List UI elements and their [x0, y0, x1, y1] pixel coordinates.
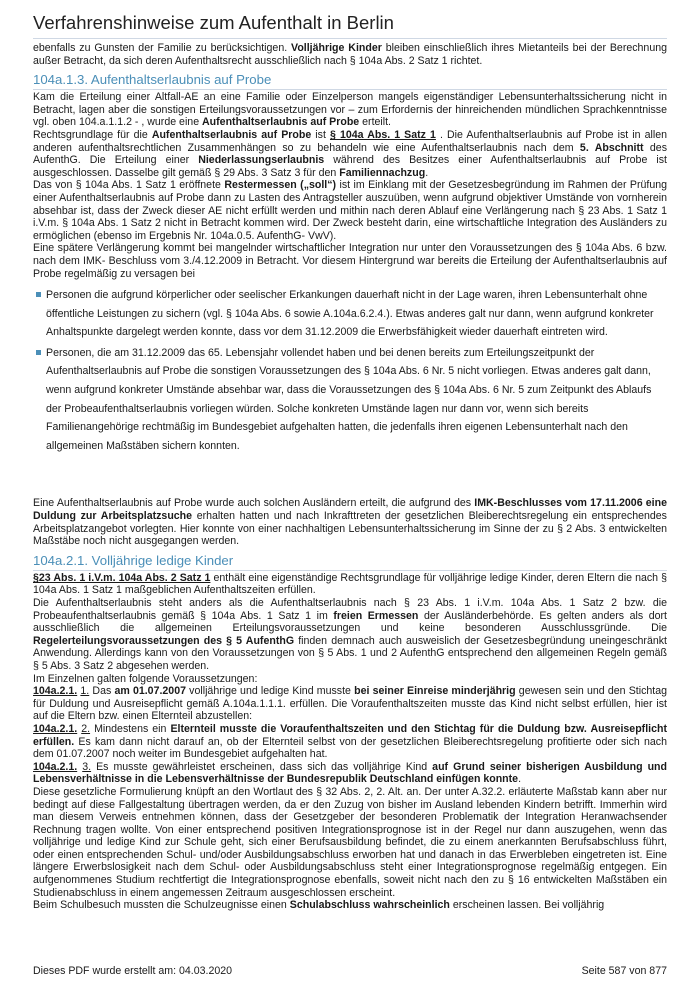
paragraph: Im Einzelnen galten folgende Voraussetzungen: [33, 672, 258, 685]
list-item: Personen, die am 31.12.2009 das 65. Lebensjahr vollendet haben und bei denen bereits zum Erteilungszeitpunkt der Aufenthaltserlaubnis auf Probe die sonstigen Voraussetzungen des § 104a Abs. 6 Nr. 5 nicht vorliegen. Etwas anderes galt dann, wenn aufgrund konkreter Umstände absehbar war, dass die Voraussetzungen des § 104a Abs. 6 Nr. 5 zum Zeitpunkt des Ablaufs der Probeaufenthaltserlaubnis vorliegen würden. Solche konkreten Umstände lagen nur dann vor, wenn sich bereits Familienangehörige rechtmäßig im Bundesgebiet aufgehalten hatten, die jedenfalls ihren eigenen Lebensunterhalt nach den allgemeinen Maßstäben sichern konnten. [33, 344, 667, 456]
condition-ref-link[interactable]: 104a.2.1. [33, 722, 78, 735]
paragraph: Kam die Erteilung einer Altfall-AE an eine Familie oder Einzelperson mangels eigenständiger Lebensunterhaltssicherung nicht in Betracht, lagen aber die sonstigen Erteilungsvoraussetzungen vor – zum Erfordernis der hinreichenden mündlichen Sprachkenntnisse vgl. oben 104.a.1.1.2 - , wurde eine Aufenthaltserlaubnis auf Probe erteilt. [33, 91, 667, 129]
bullet-list [33, 286, 667, 455]
condition-ref-link[interactable]: 104a.2.1. [33, 685, 78, 698]
paragraph: Eine spätere Verlängerung kommt bei mangelnder wirtschaftlicher Integration nur unter den Voraussetzungen des § 104a Abs. 6 bzw. nach dem IMK- Beschluss vom 3./4.12.2009 in Betracht. Vor diesem Hintergrund war bereits die Erteilung der Aufenthaltserlaubnis auf Probe regelmäßig zu versagen bei [33, 242, 667, 280]
paragraph: Die Aufenthaltserlaubnis steht anders als die Aufenthaltserlaubnis nach § 23 Abs. 1 i.V.m. 104a Abs. 1 Satz 2 bzw. die Probeaufenthaltserlaubnis gemäß § 104a Abs. 1 Satz 1 im freien Ermessen der Ausländerbehörde. Es gelten anders als dort ausschließlich die allgemeinen Erteilungsvoraussetzungen und keine besonderen Ausschlussgründe. Die Regelerteilungsvoraussetzungen des § 5 AufenthG finden demnach auch ausweislich der Gesetzesbegründung uneingeschränkt Anwendung. Allerdings kann von den Voraussetzungen von § 5 Abs. 1 und 2 AufenthG entsprechend den allgemeinen Regeln gemäß § 5 Abs. 3 Satz 2 abgesehen werden. [33, 597, 667, 672]
condition-paragraph: 104a.2.1. 1. Das am 01.07.2007 volljährige und ledige Kind musste bei seiner Einreise minderjährig gewesen sein und den Stichtag für Duldung und Ausreisepflicht gemäß A.104a.1.1.1. erfüllen. Die Voraufenthaltszeiten musste das Kind nicht selbst erfüllen, hier ist auf die Eltern bzw. einen Elternteil abzustellen: [33, 685, 668, 723]
document-title: Verfahrenshinweise zum Aufenthalt in Berlin [33, 0, 667, 39]
condition-paragraph: 104a.2.1. 3. Es musste gewährleistet erscheinen, dass sich das volljährige Kind auf Grund seiner bisherigen Ausbildung und Lebensverhältnisse in die Lebensverhältnisse der Bundesrepublik Deutschland einfügen konnte. [33, 760, 667, 786]
footer-page-number: Seite 587 von 877 [581, 965, 667, 977]
condition-number: 2. [81, 722, 91, 735]
list-item: Personen die aufgrund körperlicher oder seelischer Erkankungen dauerhaft nicht in der Lage waren, ihren Lebensunterhalt ohne öffentliche Leistungen zu sichern (vgl. § 104a Abs. 6 sowie A.104a.6.2.4.). Etwas anderes galt nur dann, wenn aufgrund konkreter Anhaltspunkte dargelegt werden konnte, dass vor dem 31.12.2009 die Erwerbsfähigkeit wieder dauerhaft eintreten wird. [33, 286, 667, 342]
condition-ref-link[interactable]: 104a.2.1. [33, 760, 78, 773]
condition-paragraph: 104a.2.1. 2. Mindestens ein Elternteil musste die Voraufenthaltszeiten und den Stichtag für die Duldung bzw. Ausreisepflicht erfüllen. Es kam dann nicht darauf an, ob der Elternteil selbst von der gesetzlichen Bleiberechtsregelung profitierte oder sich nach dem 01.07.2007 noch weiter im Bundesgebiet aufgehalten hat. [33, 722, 667, 761]
condition-number: 3. [82, 760, 92, 773]
paragraph: Das von § 104a Abs. 1 Satz 1 eröffnete Restermessen („soll“) ist im Einklang mit der Gesetzesbegründung im Rahmen der Prüfung einer Aufenthaltserlaubnis auf Probe dann zu Lasten des Antragsteller auszuüben, wenn aufgrund objektiver Umstände von vornherein absehbar ist, dass der Zweck dieser AE nicht erfüllt werden und mithin nach deren Ablauf eine Verlängerung nach § 23 Abs. 1 Satz 1 i.V.m. § 104a Abs. 1 Satz 2 nicht in Betracht kommen wird. Der Zweck besteht darin, eine wirtschaftliche Integration des Ausländers zu ermöglichen (ebenso im Ergebnis Nr. 104a.0.5. AufenthG- VwV). [33, 179, 667, 242]
footer-created-date: Dieses PDF wurde erstellt am: 04.03.2020 [33, 965, 233, 977]
paragraph: §23 Abs. 1 i.V.m. 104a Abs. 2 Satz 1 enthält eine eigenständige Rechtsgrundlage für volljährige ledige Kinder, deren Eltern die nach § 104a Abs. 1 Satz 1 maßgeblichen Aufenthaltszeiten erfüllen. [33, 571, 667, 597]
bullet-square-icon [36, 292, 41, 297]
paragraph: Beim Schulbesuch mussten die Schulzeugnisse einen Schulabschluss wahrscheinlich erscheinen lassen. Bei volljährig [33, 899, 605, 912]
condition-number: 1. [80, 685, 90, 698]
page-footer [33, 965, 667, 977]
document-body [33, 42, 667, 912]
bullet-square-icon [36, 350, 41, 355]
section-heading-probe: 104a.1.3. Aufenthaltserlaubnis auf Probe [33, 71, 667, 90]
section-heading-children: 104a.2.1. Volljährige ledige Kinder [33, 552, 667, 571]
paragraph: Eine Aufenthaltserlaubnis auf Probe wurde auch solchen Ausländern erteilt, die aufgrund des IMK-Beschlusses vom 17.11.2006 eine Duldung zur Arbeitsplatzsuche erhalten hatten und nach Inkrafttreten der gesetzlichen Bleiberechtsregelung ein entsprechendes Arbeitsplatzangebot vorlegten. Hier konnte von einer nachhaltigen Lebensunterhaltssicherung im Sinne der zu § 2 Abs. 3 entwickelten Maßstäbe noch nicht ausgegangen werden. [33, 497, 667, 548]
document-page [33, 0, 667, 912]
intro-paragraph: ebenfalls zu Gunsten der Familie zu berücksichtigen. Volljährige Kinder bleiben einschließlich ihres Mietanteils bei der Berechnung außer Betracht, da sich deren Aufenthaltsrecht ausschließlich nach § 104a Abs. 2 Satz 1 richtet. [33, 42, 667, 67]
law-reference-link[interactable]: §23 Abs. 1 i.V.m. 104a Abs. 2 Satz 1 [33, 571, 211, 584]
law-reference-link[interactable]: § 104a Abs. 1 Satz 1 [329, 128, 436, 141]
paragraph: Rechtsgrundlage für die Aufenthaltserlaubnis auf Probe ist § 104a Abs. 1 Satz 1 . Die Aufenthaltserlaubnis auf Probe ist in allen anderen aufenthaltsrechtlichen Zusammenhängen so zu behandeln wie eine Aufenthaltserlaubnis nach dem 5. Abschnitt des AufenthG. Die Erteilung einer Niederlassungserlaubnis während des Besitzes einer Aufenthaltserlaubnis auf Probe ist ausgeschlossen. Dasselbe gilt gemäß § 29 Abs. 3 Satz 3 für den Familiennachzug. [33, 128, 667, 179]
paragraph: Diese gesetzliche Formulierung knüpft an den Wortlaut des § 32 Abs. 2, 2. Alt. an. Der unter A.32.2. erläuterte Maßstab kann aber nur bedingt auf diese Fallgestaltung übertragen werden, da er den Zuzug von bisher im Ausland lebenden Kindern betrifft. Immerhin wird man diesem Verweis entnehmen können, dass der Gesetzgeber der besonderen Problematik der Integration Heranwachsender Rechnung tragen wollte. Von einer entsprechend positiven Integrationsprognose ist in der Regel nur dann auszugehen, wenn das volljährige und ledige Kind zur Schule geht, sich einer Berufsausbildung befindet, die zu einem anerkannten Berufsabschluss führt, oder einen entsprechenden Schul- und/oder Ausbildungsabschluss erworben hat und danach in das Erwerbleben eingetreten ist. Eine längere Erwerbslosigkeit nach dem Schul- oder Ausbildungsabschluss steht einer Integrationsprognose regelmäßig entgegen. Ein aufgenommenes Studium rechtfertigt die Integrationsprognose ebenfalls, soweit nicht nach den zu § 16 entwickelten Maßstäben ein Studienabschluss in einem angemessen Zeitraum ausgeschlossen erscheint. [33, 785, 667, 899]
